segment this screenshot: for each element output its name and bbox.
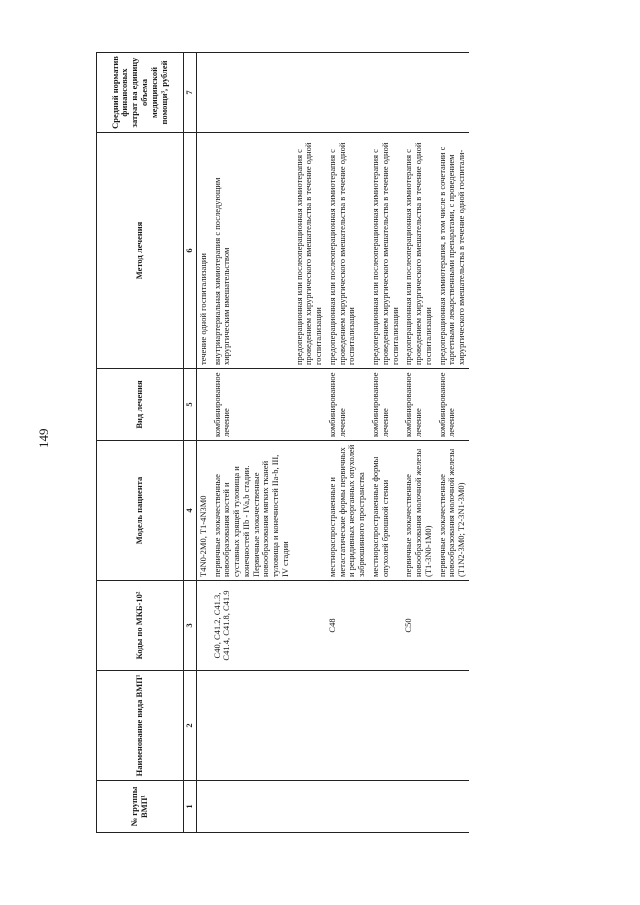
treatment-type-cell: комбинированное лечение	[402, 369, 435, 441]
table-header-row	[97, 53, 184, 833]
header-cost-standard: Средний норматив финансовых затрат на единицу объема медицинской помощи³, рублей	[97, 53, 184, 133]
treatment-method-cell: предоперационная или послеоперационная химиотерапия с проведением хирургического вмешательства в течение одной госпитализации	[402, 133, 435, 369]
treatment-method-cell: предоперационная или послеоперационная химиотерапия с проведением хирургического вмешательства в течение одной госпитализации	[326, 133, 369, 369]
treatment-type-cell	[196, 369, 210, 441]
header-icd-codes: Коды по МКБ-10²	[97, 581, 184, 671]
header-treatment-type: Вид лечения	[97, 369, 184, 441]
treatment-method-cell: течение одной госпитализации	[196, 133, 210, 369]
column-number: 4	[184, 441, 197, 581]
header-patient-model: Модель пациента	[97, 441, 184, 581]
patient-model-cell: первичные злокачественные новообразования молочной железы (T1-3N0-1M0)	[402, 441, 435, 581]
treatment-type-cell: комбинированное лечение	[369, 369, 402, 441]
icd-code-cell	[196, 581, 210, 671]
patient-model-cell	[293, 441, 326, 581]
page-number: 149	[36, 428, 51, 448]
header-vmp-name: Наименование вида ВМП¹	[97, 671, 184, 781]
treatment-type-cell	[293, 369, 326, 441]
treatment-method-cell: внутриартериальная химиотерапия с последующим хирургическим вмешательством	[211, 133, 293, 369]
table-row	[436, 53, 469, 833]
patient-model-cell: местнораспространенные и метастатические формы первичных и рецидивных неорганных опухолей забрюшинного пространства	[326, 441, 369, 581]
treatment-method-cell: предоперационная или послеоперационная химиотерапия с проведением хирургического вмешательства в течение одной госпитализации	[293, 133, 326, 369]
table-row	[402, 53, 435, 833]
treatment-method-cell: предоперационная или послеоперационная химиотерапия с проведением хирургического вмешательства в течение одной госпитализации	[369, 133, 402, 369]
patient-model-cell: первичные злокачественные новообразования костей и суставных хрящей туловища и конечностей IIb - IVa,b стадии. Первичные злокачественные новообразования мягких тканей туловища и конечностей IIa-b, III, IV стадии	[211, 441, 293, 581]
column-number: 3	[184, 581, 197, 671]
header-group-number: № группы ВМП¹	[97, 781, 184, 833]
icd-code-cell: C50	[402, 581, 435, 671]
icd-code-cell: C40, C41.2, C41.3, C41.4, C41.8, C41.9	[211, 581, 293, 671]
icd-code-cell	[293, 581, 326, 671]
column-number: 6	[184, 133, 197, 369]
header-treatment-method: Метод лечения	[97, 133, 184, 369]
column-number: 2	[184, 671, 197, 781]
table-row	[326, 53, 369, 833]
patient-model-cell: первичные злокачественные новообразования молочной железы (T1N2-3M0; T2-3N1-3M0)	[436, 441, 469, 581]
icd-code-cell	[436, 581, 469, 671]
icd-code-cell: C48	[326, 581, 369, 671]
icd-code-cell	[369, 581, 402, 671]
table-row	[293, 53, 326, 833]
rotated-table-page	[96, 53, 626, 833]
column-number-row	[184, 53, 197, 833]
table-row	[196, 53, 210, 833]
treatment-type-cell: комбинированное лечение	[211, 369, 293, 441]
column-number: 1	[184, 781, 197, 833]
patient-model-cell: T4N0-2M0, T1-4N3M0	[196, 441, 210, 581]
table-row	[369, 53, 402, 833]
treatment-table	[96, 52, 469, 833]
treatment-type-cell: комбинированное лечение	[326, 369, 369, 441]
column-number: 7	[184, 53, 197, 133]
table-row	[211, 53, 293, 833]
treatment-method-cell: предоперационная химиотерапия, в том числе в сочетании с таргетными лекарственными препаратами, с проведением хирургического вмешательства в течение одной госпитали-	[436, 133, 469, 369]
patient-model-cell: местнораспространенные формы опухолей брюшной стенки	[369, 441, 402, 581]
treatment-type-cell: комбинированное лечение	[436, 369, 469, 441]
column-number: 5	[184, 369, 197, 441]
